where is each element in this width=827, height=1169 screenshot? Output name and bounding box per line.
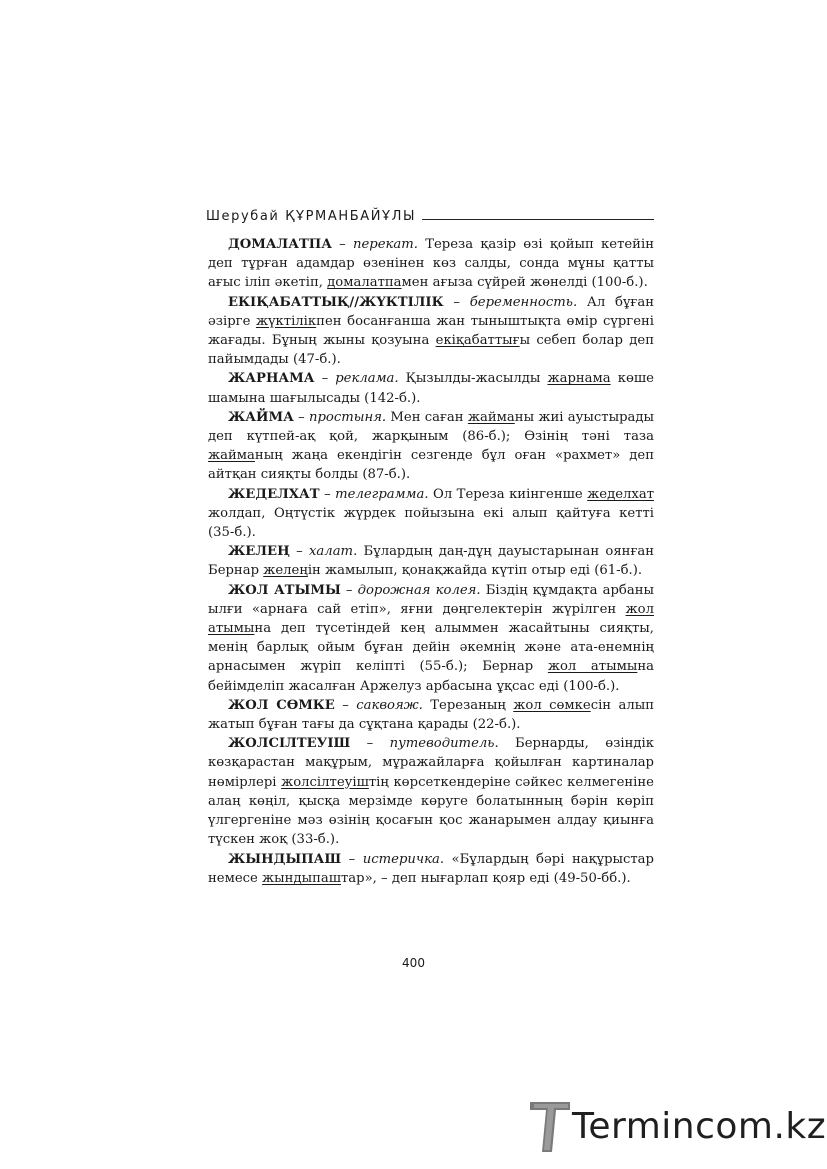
entry-text: ы себеп болар деп пайымдады (47-б.). [208, 333, 654, 368]
termincom-logo-t-icon [528, 1100, 572, 1154]
term-usage: жүктілік [255, 313, 317, 329]
russian-translation: перекат. [353, 237, 418, 252]
dictionary-entry [208, 542, 654, 580]
dictionary-entry [208, 581, 654, 696]
entry-text: пен босанғанша жан тыныштықта өмір сүргені жағады. Бұның жыны қозуына [208, 313, 655, 349]
russian-translation: телеграмма. [335, 486, 429, 502]
term-usage: жол атымы [208, 601, 654, 637]
dictionary-entry [208, 293, 654, 370]
headword: ЖОЛСІЛТЕУІШ [228, 736, 351, 752]
entry-text: – [340, 582, 358, 598]
russian-translation: реклама. [335, 371, 399, 387]
term-usage: домалатпа [327, 275, 402, 291]
term-usage: жайма [467, 409, 515, 425]
entry-text: – [331, 237, 353, 252]
term-usage: жарнама [547, 371, 611, 387]
watermark-text: Termincom.kz [572, 1106, 827, 1147]
russian-translation: путеводитель. [389, 736, 499, 752]
entry-text: ны жиі ауыстырады деп күтпей-ақ қой, жарқыным (86-б.); Өзінің тәні таза [208, 409, 654, 445]
entry-text: ін жамылып, қонақжайда күтіп отыр еді (61-б.). [307, 563, 643, 579]
entry-text: Мен саған [386, 409, 468, 425]
dictionary-entry [208, 369, 654, 407]
page-number: 400 [402, 956, 425, 970]
entry-text: мен ағыза сүйрей жөнелді (100-б.). [401, 275, 648, 291]
dictionary-entry [208, 734, 654, 849]
term-usage: жындыпаш [262, 870, 341, 886]
header-rule [422, 219, 654, 220]
entry-text: Тереза қазір өзі қойып кетейін деп тұрған адамдар өзенінен көз салды, сонда мұны қатты ағыс іліп әкетіп, [208, 237, 654, 291]
entry-text: – [319, 486, 336, 502]
entry-text: на деп түсетіндей кең алыммен жасайтыны сияқты, менің барлық ойым бұған дейін әкемнің және ата-енемнің арнасымен жүріп келіпті (55-б.); Бернар [208, 621, 654, 675]
entry-text: – [443, 294, 470, 310]
entry-text: тар», – деп нығарлап қояр еді (49-50-бб.). [341, 870, 631, 886]
author-name: Шерубай ҚҰРМАНБАЙҰЛЫ [206, 209, 417, 224]
entry-text: көше шамына шағылысады (142-б.). [208, 371, 654, 406]
russian-translation: дорожная колея. [357, 582, 481, 598]
running-head [206, 209, 654, 224]
termincom-watermark [528, 1098, 827, 1158]
russian-translation: простыня. [309, 409, 387, 425]
dictionary-entry [208, 485, 654, 543]
entry-text: Біздің құмдақта арбаны ылғи «арнаға сай етіп», яғни дөңгелектерін жүрілген [208, 582, 654, 617]
dictionary-entry [208, 850, 654, 888]
term-usage: желең [263, 563, 308, 579]
entry-text: Бернарды, өзіндік көзқарастан мақұрым, мұражайларға қойылған картиналар нөмірлері [208, 736, 654, 790]
entry-text: жолдап, Оңтүстік жүрдек пойызына екі алып қайтуға кетті (35-б.). [208, 505, 654, 541]
term-usage: жол атымы [547, 659, 638, 675]
term-usage: жолсілтеуіш [281, 774, 369, 790]
entry-text: на бейімделіп жасалған Аржелуз арбасына ұқсас еді (100-б.). [208, 659, 654, 694]
entry-text: сін алып жатып бұған тағы да сұқтана қарады (22-б.). [208, 697, 654, 733]
dictionary-entry [208, 696, 654, 734]
entry-text: – [334, 697, 357, 713]
dictionary-entry [208, 408, 654, 485]
entry-text: Ол Тереза киінгенше [428, 486, 588, 502]
headword: ЖЕЛЕҢ [228, 544, 290, 560]
headword: ЕКІҚАБАТТЫҚ//ЖҮКТІЛІК [228, 294, 444, 310]
dictionary-entry [208, 235, 654, 293]
entry-text: – [314, 371, 336, 387]
entry-text: «Бұлардың бәрі нақұрыстар немесе [208, 851, 654, 886]
entry-text: Бұлардың даң-дұң дауыстарынан оянған Бернар [208, 544, 655, 579]
headword: ЖОЛ СӨМКЕ [228, 697, 335, 713]
headword: ЖАРНАМА [228, 371, 315, 387]
term-usage: жол сөмке [513, 697, 591, 713]
term-usage: екіқабаттығ [435, 333, 520, 349]
russian-translation: беременность. [469, 294, 578, 310]
entry-text: Ал бұған әзірге [208, 294, 654, 329]
term-usage: жеделхат [587, 486, 654, 502]
dictionary-entries [208, 235, 654, 888]
entry-text: Терезаның [422, 697, 514, 713]
entry-text: – [341, 851, 363, 867]
headword: ЖАЙМА [228, 409, 294, 425]
entry-text: ның жаңа екендігін сезгенде бұл оған «рахмет» деп айтқан сияқты болды (87-б.). [208, 448, 654, 483]
entry-text: тің көрсеткендеріне сәйкес келмегеніне алаң көңіл, қысқа мерзімде көруге болатынның бәрін көріп үлгергеніне мәз өзінің қосағын қос жанарымен алдау қиынға түскен жоқ (33-б.). [208, 774, 654, 848]
entry-text: Қызылды-жасылды [398, 371, 548, 387]
entry-text: – [289, 544, 309, 560]
entry-text: – [350, 736, 390, 752]
russian-translation: истеричка. [362, 851, 445, 867]
headword: ЖОЛ АТЫМЫ [228, 582, 341, 598]
headword: ЖЫНДЫПАШ [228, 851, 342, 867]
headword: ДОМАЛАТПА [228, 237, 332, 252]
term-usage: жайма [208, 448, 255, 464]
russian-translation: халат. [309, 544, 358, 560]
headword: ЖЕДЕЛХАТ [228, 486, 320, 502]
entry-text: – [293, 409, 309, 425]
russian-translation: саквояж. [356, 697, 423, 713]
